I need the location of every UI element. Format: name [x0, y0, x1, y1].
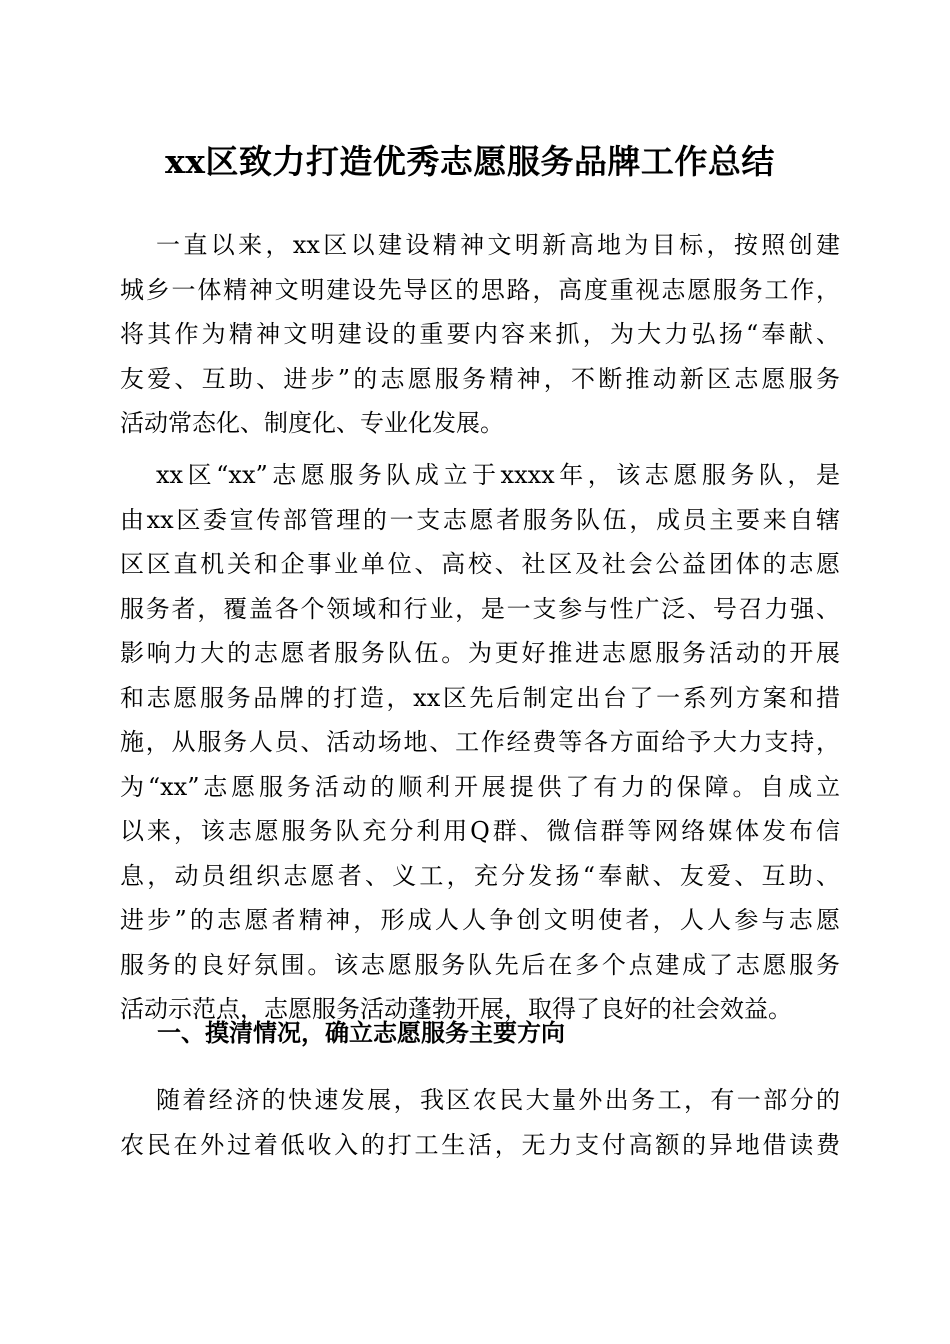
paragraph-line: 以来，该志愿服务队充分利用Q群、微信群等网络媒体发布信	[120, 817, 840, 845]
paragraph-line: 和志愿服务品牌的打造，xx区先后制定出台了一系列方案和措	[120, 683, 840, 712]
paragraph-intro	[120, 223, 840, 446]
document-title: xx区致力打造优秀志愿服务品牌工作总结	[165, 142, 775, 181]
paragraph-line: xx区“xx”志愿服务队成立于xxxx年，该志愿服务队，是	[156, 461, 840, 489]
paragraph-line: 将其作为精神文明建设的重要内容来抓，为大力弘扬“奉献、	[120, 320, 840, 348]
paragraph-team	[120, 453, 840, 1032]
paragraph-line: 农民在外过着低收入的打工生活，无力支付高额的异地借读费	[120, 1130, 840, 1159]
paragraph-line: 活动示范点，志愿服务活动蓬勃开展，取得了良好的社会效益。	[120, 995, 792, 1023]
paragraph-line: 息，动员组织志愿者、义工，充分发扬“奉献、友爱、互助、	[120, 861, 840, 890]
paragraph-line: 随着经济的快速发展，我区农民大量外出务工，有一部分的	[156, 1086, 840, 1114]
paragraph-line: 服务者，覆盖各个领域和行业，是一支参与性广泛、号召力强、	[120, 594, 840, 623]
section-heading: 一、摸清情况，确立志愿服务主要方向	[157, 1019, 565, 1047]
paragraph-line: 进步”的志愿者精神，形成人人争创文明使者，人人参与志愿	[120, 906, 840, 934]
paragraph-line: 服务的良好氛围。该志愿服务队先后在多个点建成了志愿服务	[120, 950, 840, 979]
paragraph-line: 为“xx”志愿服务活动的顺利开展提供了有力的保障。自成立	[120, 772, 840, 801]
paragraph-line: 影响力大的志愿者服务队伍。为更好推进志愿服务活动的开展	[120, 639, 840, 667]
paragraph-line: 施，从服务人员、活动场地、工作经费等各方面给予大力支持，	[120, 728, 840, 756]
paragraph-line: 城乡一体精神文明建设先导区的思路，高度重视志愿服务工作，	[120, 275, 840, 304]
paragraph-section1	[120, 1078, 840, 1167]
paragraph-line: 友爱、互助、进步”的志愿服务精神，不断推动新区志愿服务	[120, 364, 840, 393]
paragraph-line: 一直以来，xx区以建设精神文明新高地为目标，按照创建	[156, 231, 840, 259]
paragraph-line: 活动常态化、制度化、专业化发展。	[120, 409, 504, 437]
paragraph-line: 由xx区委宣传部管理的一支志愿者服务队伍，成员主要来自辖	[120, 505, 840, 534]
paragraph-line: 区区直机关和企事业单位、高校、社区及社会公益团体的志愿	[120, 550, 840, 578]
